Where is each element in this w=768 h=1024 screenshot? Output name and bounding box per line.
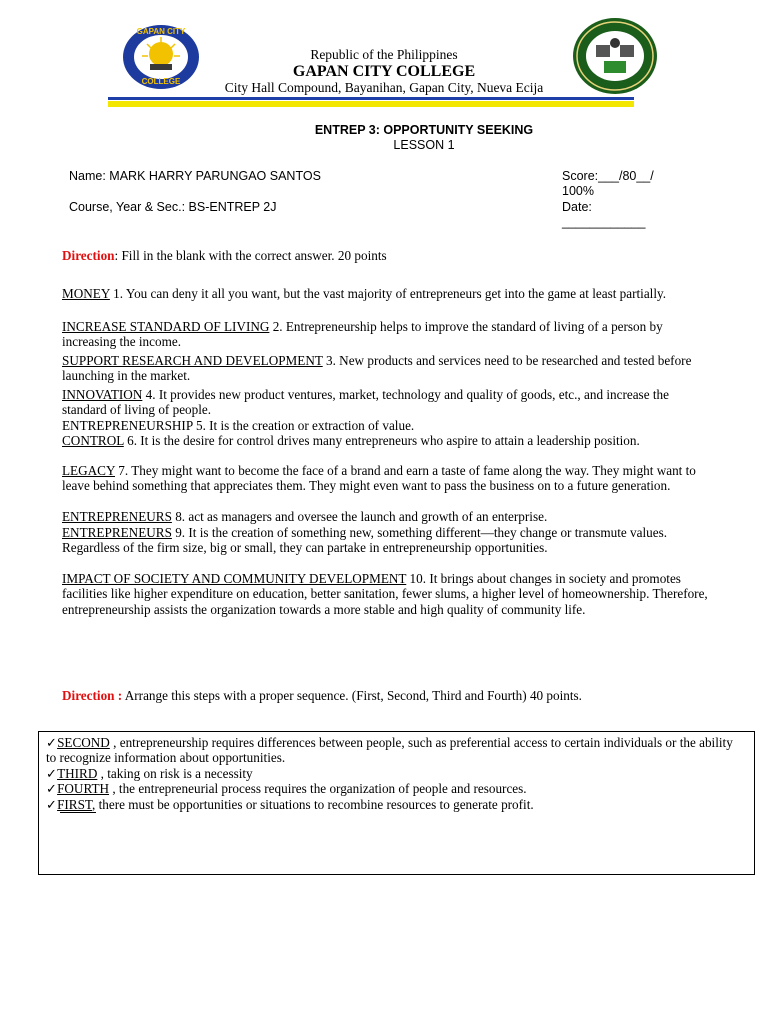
- header-rule-yellow: [108, 101, 634, 107]
- date-blank: ____________: [562, 215, 646, 229]
- question-text: 2. Entrepreneurship helps to improve the standard of living of a person by increasing the income.: [62, 319, 663, 350]
- question-text: 5. It is the creation or extraction of value.: [192, 418, 415, 433]
- sequence-answer: SECOND: [57, 735, 110, 750]
- answer-blank: LEGACY: [62, 463, 115, 478]
- answer-blank: ENTREPRENEURSHIP: [62, 418, 193, 433]
- sequence-text: , there must be opportunities or situations to recombine resources to generate profit.: [92, 797, 534, 812]
- answer-blank: IMPACT OF SOCIETY AND COMMUNITY DEVELOPMENT: [62, 571, 407, 586]
- answer-blank: MONEY: [62, 286, 110, 301]
- question-text: 3. New products and services need to be researched and tested before launching in the market.: [62, 353, 692, 384]
- direction-text: : Fill in the blank with the correct answer. 20 points: [114, 248, 387, 263]
- answer-item: [62, 525, 712, 556]
- check-mark: ✓: [46, 781, 58, 796]
- course-year-section: Course, Year & Sec.: BS-ENTREP 2J: [69, 200, 277, 214]
- answer-item: [62, 319, 712, 350]
- logo-text-top: GAPAN CITY: [136, 27, 186, 36]
- student-name: Name: MARK HARRY PARUNGAO SANTOS: [69, 169, 321, 183]
- question-text: 1. You can deny it all you want, but the vast majority of entrepreneurs get into the game at least partially.: [109, 286, 667, 301]
- logo-text-bottom: COLLEGE: [141, 77, 181, 86]
- check-mark: ✓: [46, 766, 58, 781]
- answer-item: [62, 353, 712, 384]
- direction-label: Direction: [62, 248, 115, 263]
- answer-item: [62, 463, 712, 494]
- sequence-text: , the entrepreneurial process requires the organization of people and resources.: [109, 781, 527, 796]
- sequence-item: [46, 766, 736, 781]
- direction-text: Arrange this steps with a proper sequence. (First, Second, Third and Fourth) 40 points.: [122, 688, 582, 703]
- course-title: ENTREP 3: OPPORTUNITY SEEKING: [314, 123, 534, 137]
- sequence-item: [46, 781, 736, 796]
- sequence-text: , taking on risk is a necessity: [97, 766, 253, 781]
- sequence-answer: FIRST: [57, 797, 92, 812]
- direction-1: [62, 248, 712, 263]
- answer-item: [62, 387, 712, 418]
- answer-blank: CONTROL: [62, 433, 124, 448]
- answer-item: [62, 418, 712, 433]
- answer-item: [62, 433, 712, 448]
- check-mark: ✓: [46, 735, 58, 750]
- sequence-item: [46, 735, 736, 766]
- question-text: 10. It brings about changes in society and promotes facilities like higher expenditure on education, better sanitation, fewer slums, a higher level of homeownership. Therefore, entrepreneurship assists the organization towards a more stable and high quality of community life.: [62, 571, 708, 617]
- answer-item: [62, 509, 712, 524]
- question-text: 9. It is the creation of something new, something different—they change or transmute values. Regardless of the firm size, big or small, they can partake in entrepreneurship opportunities.: [62, 525, 668, 556]
- direction-label: Direction :: [62, 688, 123, 703]
- sequence-text: , entrepreneurship requires differences between people, such as preferential access to certain individuals or the ability to recognize information about opportunities.: [46, 735, 733, 766]
- score-percent: 100%: [562, 184, 594, 198]
- answer-blank: ENTREPRENEURS: [62, 525, 172, 540]
- republic-text: Republic of the Philippines: [310, 47, 458, 62]
- sequence-answer: FOURTH: [57, 781, 110, 796]
- header-rule-blue: [108, 97, 634, 100]
- college-name: GAPAN CITY COLLEGE: [292, 63, 476, 80]
- answer-blank: SUPPORT RESEARCH AND DEVELOPMENT: [62, 353, 323, 368]
- question-text: 4. It provides new product ventures, market, technology and quality of goods, etc., and increase the standard of living of people.: [62, 387, 669, 418]
- date-label: Date:: [562, 200, 592, 214]
- sequence-answer: THIRD: [57, 766, 98, 781]
- underline-mark: [60, 812, 96, 813]
- lesson-title: LESSON 1: [393, 138, 455, 152]
- answer-item: [62, 571, 712, 617]
- answer-blank: INCREASE STANDARD OF LIVING: [62, 319, 270, 334]
- check-mark: ✓: [46, 797, 58, 812]
- direction-2: [62, 688, 712, 703]
- answer-item: [62, 286, 712, 301]
- score-line: Score:___/80__/: [562, 169, 654, 183]
- answer-blank: ENTREPRENEURS: [62, 509, 172, 524]
- question-text: 6. It is the desire for control drives many entrepreneurs who aspire to attain a leadership position.: [123, 433, 640, 448]
- question-text: 8. act as managers and oversee the launch and growth of an enterprise.: [171, 509, 548, 524]
- question-text: 7. They might want to become the face of a brand and earn a taste of fame along the way. They might want to leave behind something that appreciates them. They might even want to pass the business on to a future generation.: [62, 463, 696, 494]
- sequence-item: [46, 797, 736, 812]
- college-address: City Hall Compound, Bayanihan, Gapan City, Nueva Ecija: [224, 80, 544, 95]
- answer-blank: INNOVATION: [62, 387, 143, 402]
